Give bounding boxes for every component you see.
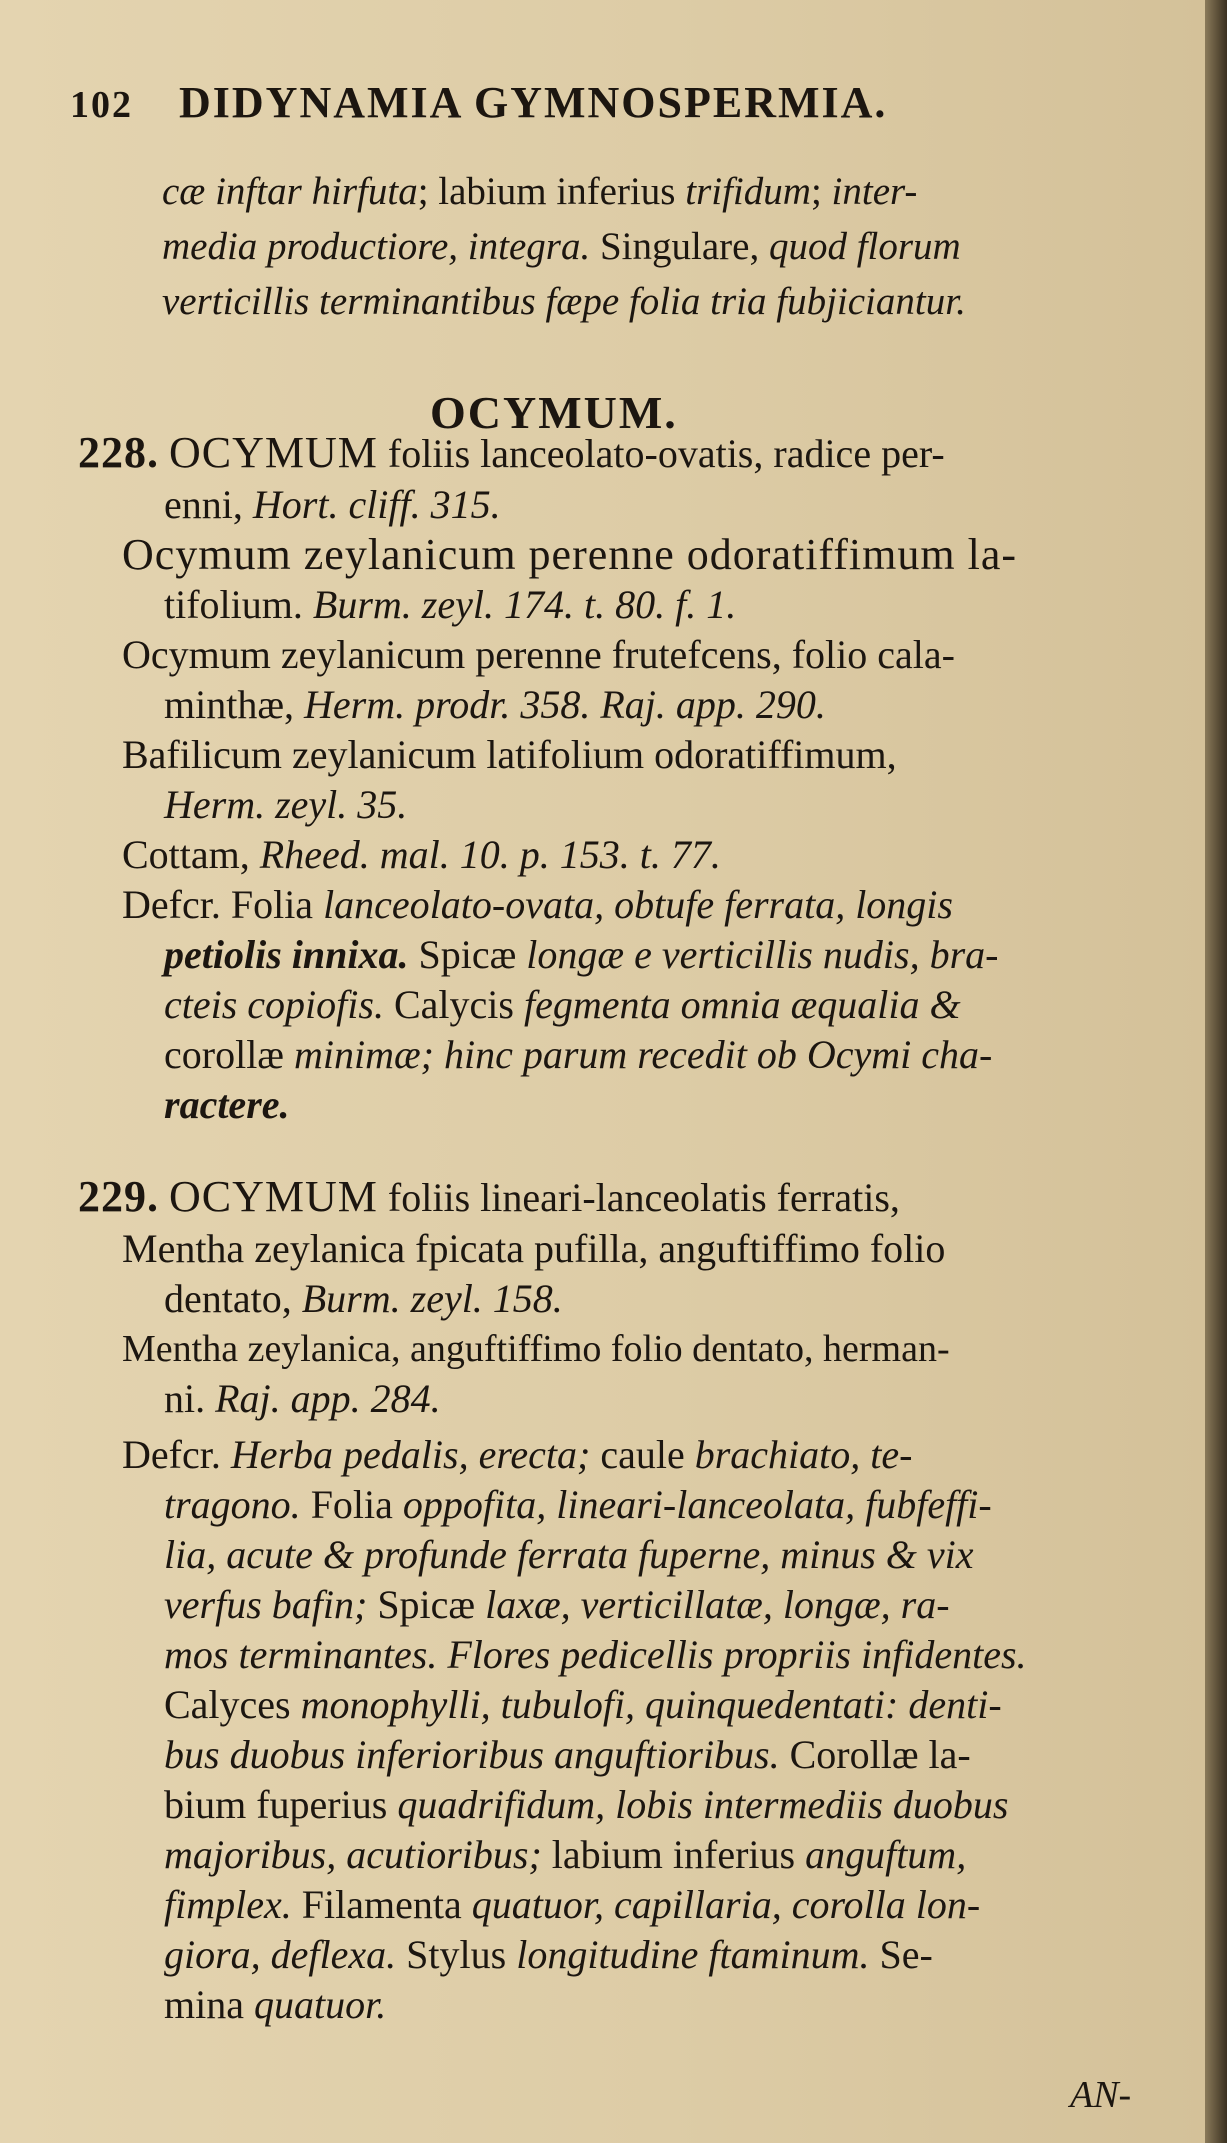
description-text: Calycis [383, 982, 524, 1027]
description-text: quatuor. [253, 1982, 387, 2027]
description-228-5: ractere. [164, 1082, 290, 1127]
description-text: majoribus, acutioribus; [164, 1832, 542, 1877]
synonym-228-2-cont [164, 680, 826, 730]
description-text: quadrifidum, lobis intermediis duobus [397, 1782, 1009, 1827]
synonym-text: Cottam, [122, 832, 260, 877]
intro-text: cæ inftar hirfuta [162, 170, 418, 213]
description-229-10 [164, 1880, 980, 1930]
description-text: bus duobus inferioribus anguftioribus. [164, 1732, 780, 1777]
description-228-4 [164, 1030, 992, 1080]
description-229-2 [164, 1480, 992, 1530]
species-name: OCYMUM [169, 428, 378, 477]
description-229-4 [164, 1580, 950, 1630]
synonym-229-1-cont [164, 1274, 563, 1324]
description-text: fimplex. [164, 1882, 292, 1927]
intro-text: ; [810, 170, 832, 213]
genus-title: OCYMUM. [430, 387, 678, 438]
description-text: Stylus [396, 1932, 517, 1977]
description-text: Filamenta [291, 1882, 472, 1927]
diagnosis-text: enni, [164, 482, 253, 527]
description-text: Herba pedalis, erecta; [230, 1432, 591, 1477]
description-229-11 [164, 1930, 933, 1980]
description-229-7 [164, 1730, 971, 1780]
description-text: giora, deflexa. [164, 1932, 397, 1977]
description-text: minimæ; hinc parum recedit ob Ocymi cha- [293, 1032, 993, 1077]
description-text: bium fuperius [164, 1782, 398, 1827]
description-text: oppofita, lineari-lanceolata, fubfeffi- [402, 1482, 992, 1527]
description-text: caule [590, 1432, 695, 1477]
species-228-line-2 [164, 480, 501, 530]
citation: Raj. app. 284. [215, 1376, 441, 1421]
description-text: brachiato, te- [694, 1432, 913, 1477]
species-number: 229. [78, 1172, 159, 1221]
description-text: longitudine ftaminum. [516, 1932, 870, 1977]
intro-text: trifidum [685, 170, 811, 213]
species-228-heading [78, 428, 945, 479]
description-229-9 [164, 1830, 966, 1880]
description-229-6 [164, 1680, 1002, 1730]
description-text: Spicæ [367, 1582, 486, 1627]
catchword: AN- [1070, 2074, 1132, 2116]
description-229-1 [122, 1430, 912, 1480]
synonym-text: dentato, [164, 1276, 302, 1321]
synonym-228-1: Ocymum zeylanicum perenne odoratiffimum la- [122, 530, 1018, 579]
diagnosis-text: foliis lanceolato-ovatis, radice per- [377, 431, 945, 476]
description-228-1 [122, 880, 953, 930]
description-228-3 [164, 980, 961, 1030]
description-text: lanceolato-ovata, obtufe ferrata, longis [323, 882, 953, 927]
description-text: verfus bafin; [164, 1582, 368, 1627]
description-text: Defcr. Folia [122, 882, 324, 927]
description-text: longæ e verticillis nudis, bra- [526, 932, 999, 977]
description-text: tragono. [164, 1482, 301, 1527]
intro-line-3: verticillis terminantibus fæpe folia tria fubjiciantur. [162, 280, 966, 323]
intro-text: Singulare, [590, 225, 769, 268]
description-text: Defcr. [122, 1432, 231, 1477]
description-text: Corollæ la- [779, 1732, 971, 1777]
citation: Burm. zeyl. 158. [301, 1276, 563, 1321]
intro-line-2 [162, 222, 961, 272]
synonym-228-2: Ocymum zeylanicum perenne frutefcens, folio cala- [122, 632, 955, 677]
description-text: cteis copiofis. [164, 982, 384, 1027]
description-text: mina [164, 1982, 254, 2027]
description-text: monophylli, tubulofi, quinquedentati: denti- [300, 1682, 1002, 1727]
intro-text: ; labium inferius [417, 170, 686, 213]
intro-text: quod florum [768, 225, 961, 268]
synonym-229-2-cont [164, 1374, 441, 1424]
synonym-228-1-cont [164, 580, 736, 630]
description-text: quatuor, capillaria, corolla lon- [471, 1882, 981, 1927]
citation: Herm. prodr. 358. Raj. app. 290. [304, 682, 826, 727]
running-header [70, 78, 887, 130]
synonym-text: tifolium. [164, 582, 313, 627]
description-text: fegmenta omnia æqualia & [523, 982, 961, 1027]
synonym-text: ni. [164, 1376, 216, 1421]
description-text: laxæ, verticillatæ, longæ, ra- [485, 1582, 950, 1627]
species-number: 228. [78, 428, 159, 477]
intro-text: inter- [831, 170, 918, 213]
intro-line-1 [162, 167, 917, 217]
description-text: Se- [869, 1932, 933, 1977]
page-edge-shadow [1205, 0, 1227, 2143]
synonym-229-1: Mentha zeylanica fpicata pufilla, anguftiffimo folio [122, 1226, 946, 1271]
description-229-12 [164, 1980, 386, 2030]
running-title: DIDYNAMIA GYMNOSPERMIA. [179, 78, 888, 127]
citation: Rheed. mal. 10. p. 153. t. 77. [259, 832, 721, 877]
synonym-228-3: Bafilicum zeylanicum latifolium odoratiffimum, [122, 732, 897, 777]
synonym-228-4 [122, 830, 721, 880]
diagnosis-text: foliis lineari-lanceolatis ferratis, [377, 1175, 900, 1220]
synonym-229-2: Mentha zeylanica, anguftiffimo folio dentato, herman- [122, 1328, 950, 1370]
description-text: Calyces [164, 1682, 301, 1727]
description-text: Spicæ [408, 932, 527, 977]
description-229-8 [164, 1780, 1008, 1830]
description-text: corollæ [164, 1032, 294, 1077]
intro-text: media productiore, integra. [162, 225, 591, 268]
description-text: petiolis innixa. [164, 932, 409, 977]
description-text: Folia [300, 1482, 403, 1527]
synonym-228-3-cont: Herm. zeyl. 35. [164, 782, 408, 827]
synonym-text: minthæ, [164, 682, 305, 727]
description-228-2 [164, 930, 998, 980]
species-name: OCYMUM [169, 1172, 378, 1221]
page-number: 102 [70, 84, 133, 126]
description-text: anguftum, [805, 1832, 967, 1877]
citation: Burm. zeyl. 174. t. 80. f. 1. [312, 582, 737, 627]
description-229-3: lia, acute & profunde ferrata fuperne, minus & vix [164, 1532, 974, 1577]
description-229-5: mos terminantes. Flores pedicellis propriis infidentes. [164, 1632, 1027, 1677]
description-text: labium inferius [541, 1832, 806, 1877]
species-229-heading [78, 1172, 900, 1223]
citation: Hort. cliff. 315. [252, 482, 501, 527]
